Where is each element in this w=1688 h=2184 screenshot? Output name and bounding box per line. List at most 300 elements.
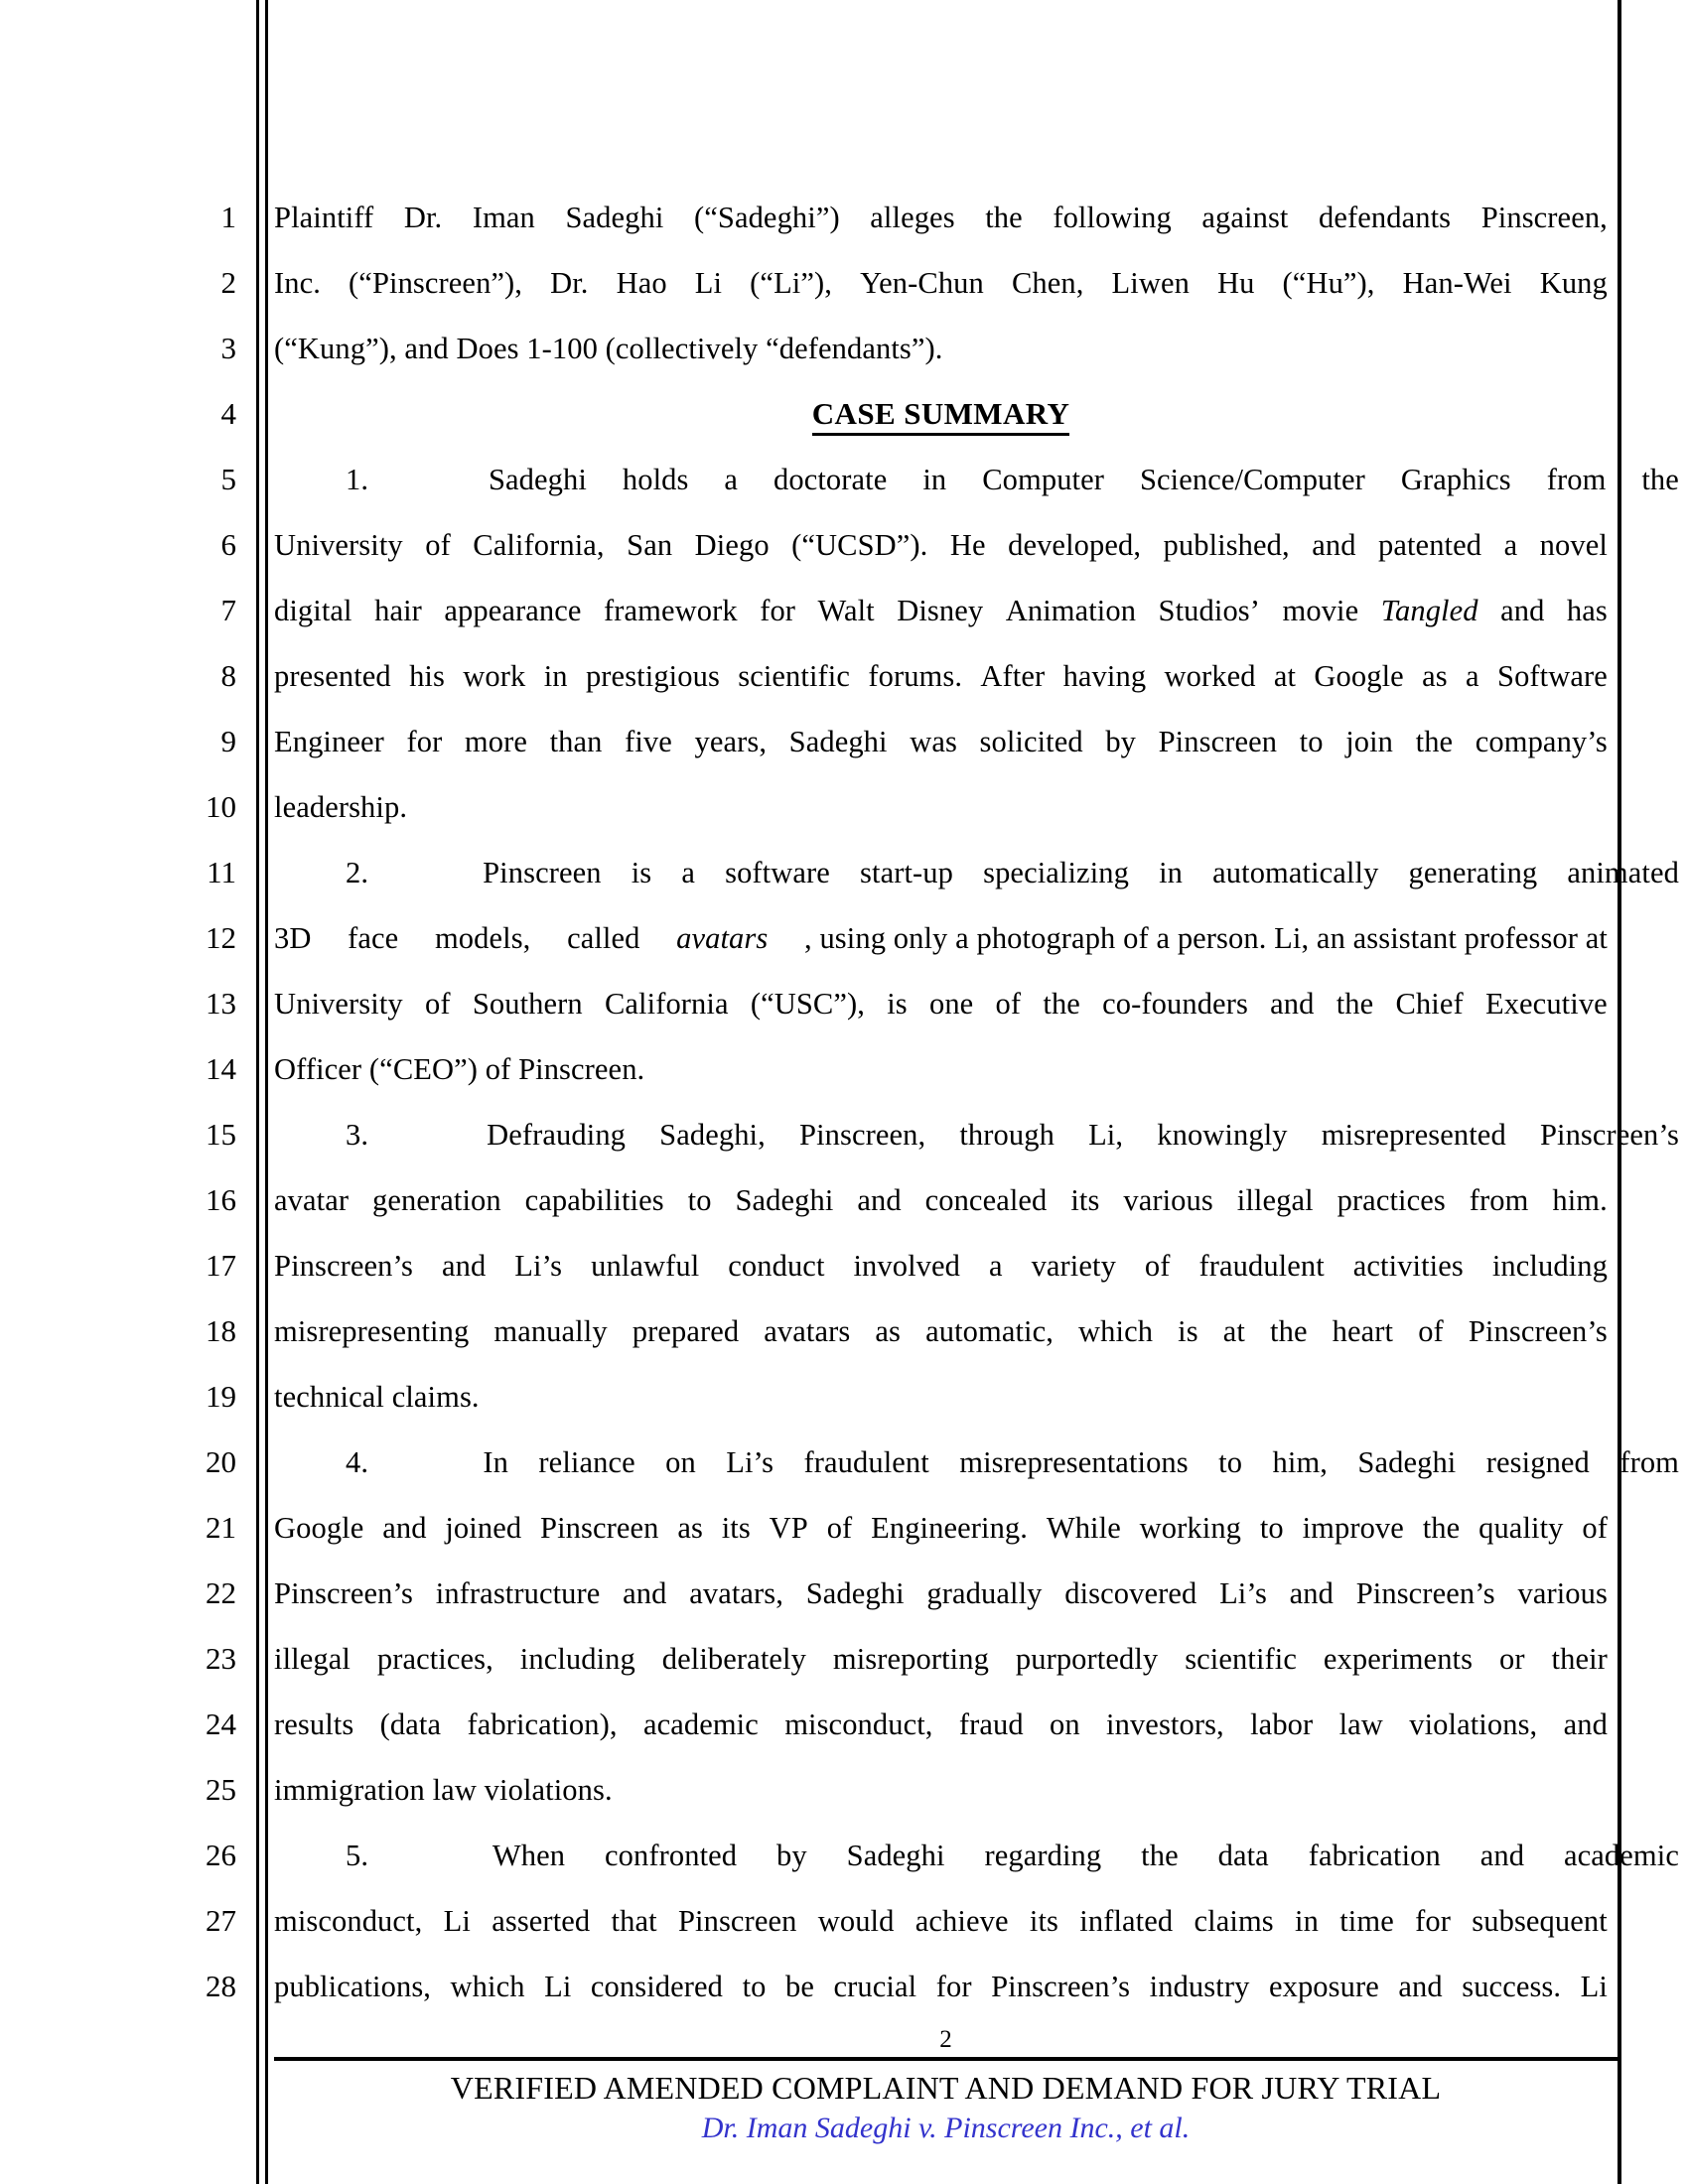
word: its: [721, 1511, 751, 1545]
word: Pinscreen’s: [1355, 1576, 1495, 1610]
word: the: [1415, 725, 1454, 758]
word: time: [1339, 1904, 1394, 1938]
word: at: [1273, 659, 1297, 693]
text-line-16: [274, 1167, 1608, 1233]
word: various: [1123, 1183, 1213, 1217]
word: purportedly: [1015, 1642, 1159, 1676]
line-number: 25: [206, 1772, 236, 1807]
word: quality: [1478, 1511, 1564, 1545]
word: by: [1105, 725, 1137, 758]
word: Li’s: [1219, 1576, 1267, 1610]
word: Chen,: [1011, 266, 1084, 300]
word: Inc.: [274, 266, 321, 300]
word: as: [677, 1511, 703, 1545]
line-number: 19: [206, 1379, 236, 1414]
word: Pinscreen’s: [274, 1249, 414, 1283]
word: the: [1270, 1314, 1308, 1348]
text-line-26: [274, 1823, 1679, 1888]
word: Disney: [897, 594, 984, 627]
text-line-14: Officer (“CEO”) of Pinscreen.: [274, 1052, 645, 1086]
word: Pinscreen: [677, 1904, 797, 1938]
word: Li: [443, 1904, 471, 1938]
word: Computer: [982, 463, 1105, 496]
word: developed,: [1008, 528, 1142, 562]
justified-line: [274, 840, 1679, 905]
word: confronted: [605, 1839, 738, 1872]
line-number: 1: [220, 200, 236, 234]
line-number: 9: [220, 724, 236, 758]
word: is: [1178, 1314, 1198, 1348]
word: gradually: [926, 1576, 1043, 1610]
word: unlawful: [591, 1249, 700, 1283]
text-line-8: [274, 643, 1608, 709]
word: generating: [1408, 856, 1538, 889]
text-line-18: [274, 1298, 1608, 1364]
line-number: 23: [206, 1641, 236, 1676]
word: as: [1422, 659, 1448, 693]
word: its: [1070, 1183, 1100, 1217]
word: Iman: [472, 201, 535, 234]
word: Google: [1314, 659, 1404, 693]
word: Li’s: [726, 1445, 774, 1479]
word: on: [665, 1445, 696, 1479]
word: defendants: [1319, 201, 1452, 234]
line-number: 16: [206, 1182, 236, 1217]
word: Li: [694, 266, 723, 300]
word: company’s: [1475, 725, 1608, 758]
justified-line: [274, 250, 1608, 316]
word: solicited: [979, 725, 1083, 758]
word: a: [724, 463, 739, 496]
word: start-up: [860, 856, 953, 889]
paragraph-number: 1.: [346, 463, 369, 496]
word: for: [760, 594, 796, 627]
word: doctorate: [774, 463, 888, 496]
text-line-19: technical claims.: [274, 1380, 480, 1414]
word: co-founders: [1102, 987, 1248, 1021]
word: which: [450, 1970, 525, 2003]
word: misrepresented: [1321, 1118, 1506, 1152]
word: misrepresenting: [274, 1314, 470, 1348]
word: claims: [1194, 1904, 1274, 1938]
word: a: [681, 856, 695, 889]
word: work: [463, 659, 526, 693]
word: has: [1566, 594, 1608, 627]
word: investors,: [1106, 1707, 1224, 1741]
section-heading-case-summary: [274, 381, 1608, 447]
word: to: [1259, 1511, 1284, 1545]
word: a: [1466, 659, 1479, 693]
word: illegal: [274, 1642, 351, 1676]
word: crucial: [833, 1970, 917, 2003]
line-number: 8: [220, 658, 236, 693]
justified-line: [274, 971, 1608, 1036]
word: Pinscreen,: [1480, 201, 1608, 234]
word: (“UCSD”).: [791, 528, 928, 562]
text-line-2: [274, 250, 1608, 316]
word: in: [1159, 856, 1184, 889]
word: Google: [274, 1511, 364, 1545]
footer-divider: [274, 2057, 1618, 2061]
word: inflated: [1079, 1904, 1174, 1938]
line-number: 4: [220, 396, 236, 431]
word: California: [604, 987, 729, 1021]
text-line-20: [274, 1430, 1679, 1495]
word: from: [1619, 1445, 1679, 1479]
word: for: [1415, 1904, 1451, 1938]
word: including: [1491, 1249, 1608, 1283]
line-number: 3: [220, 331, 236, 365]
word: concealed: [924, 1183, 1048, 1217]
italic-title: avatars: [676, 921, 769, 955]
line-number: 18: [206, 1313, 236, 1348]
left-margin-rule-outer: [256, 0, 259, 2184]
word: heart: [1332, 1314, 1394, 1348]
word: join: [1345, 725, 1394, 758]
word: Li: [1580, 1970, 1608, 2003]
word: generation: [372, 1183, 501, 1217]
word: (“Li”),: [750, 266, 832, 300]
word: on: [1050, 1707, 1080, 1741]
word: infrastructure: [435, 1576, 601, 1610]
word: Graphics: [1400, 463, 1511, 496]
word: California,: [473, 528, 605, 562]
word: illegal: [1236, 1183, 1314, 1217]
word: alleges: [870, 201, 955, 234]
word: exposure: [1268, 1970, 1379, 2003]
page-footer: [274, 2025, 1618, 2148]
text-line-7: [274, 578, 1608, 643]
word: of: [826, 1511, 853, 1545]
word: Diego: [694, 528, 770, 562]
line-number: 6: [220, 527, 236, 562]
word: called: [567, 921, 640, 955]
word: practices,: [376, 1642, 493, 1676]
word: a: [988, 1249, 1003, 1283]
word: following: [1053, 201, 1172, 234]
word: Sadeghi: [1357, 1445, 1457, 1479]
word: from: [1469, 1183, 1529, 1217]
text-line-22: [274, 1561, 1608, 1626]
justified-line: [274, 643, 1608, 709]
word: to: [1299, 725, 1324, 758]
word: industry: [1149, 1970, 1250, 2003]
word: and: [1312, 528, 1356, 562]
line-number: 17: [206, 1248, 236, 1283]
word: Pinscreen: [540, 1511, 659, 1545]
word: years,: [694, 725, 768, 758]
word: resigned: [1485, 1445, 1590, 1479]
word: to: [687, 1183, 712, 1217]
justified-line: [274, 578, 1608, 643]
word: automatic,: [925, 1314, 1054, 1348]
word: When: [492, 1839, 566, 1872]
word: law: [1338, 1707, 1383, 1741]
word: worked: [1164, 659, 1256, 693]
line-number: 21: [206, 1510, 236, 1545]
text-line-15: [274, 1102, 1679, 1167]
word: and: [623, 1576, 667, 1610]
word: appearance: [444, 594, 582, 627]
footer-page-number: 2: [939, 2026, 952, 2053]
word: and: [1563, 1707, 1608, 1741]
word: publications,: [274, 1970, 432, 2003]
word: asserted: [492, 1904, 591, 1938]
word: automatically: [1212, 856, 1379, 889]
word: as: [875, 1314, 902, 1348]
word: is: [887, 987, 908, 1021]
word: novel: [1539, 528, 1608, 562]
word: Software: [1497, 659, 1608, 693]
word: in: [543, 659, 568, 693]
word: which: [1078, 1314, 1154, 1348]
word: to: [742, 1970, 767, 2003]
word: fabrication: [1308, 1839, 1441, 1872]
word: Engineer: [274, 725, 384, 758]
word: fraud: [958, 1707, 1024, 1741]
text-line-10: leadership.: [274, 790, 408, 824]
word: in: [922, 463, 947, 496]
word: achieve: [914, 1904, 1009, 1938]
word: for: [935, 1970, 972, 2003]
word: of: [995, 987, 1022, 1021]
word: the: [1336, 987, 1374, 1021]
line-number: 7: [220, 593, 236, 627]
word: Pinscreen’s: [1539, 1118, 1679, 1152]
justified-line: [274, 1823, 1679, 1888]
word: published,: [1163, 528, 1290, 562]
line-number: 24: [206, 1706, 236, 1741]
word: through: [959, 1118, 1055, 1152]
word: knowingly: [1157, 1118, 1288, 1152]
word: San: [627, 528, 673, 562]
word: joined: [445, 1511, 522, 1545]
word: discovered: [1064, 1576, 1197, 1610]
word: Sadeghi: [735, 1183, 834, 1217]
word: to: [1218, 1445, 1243, 1479]
paragraph-number: 3.: [346, 1118, 369, 1152]
word: of: [425, 528, 451, 562]
word: Yen-Chun: [860, 266, 984, 300]
text-line-24: [274, 1692, 1608, 1757]
word: Li: [544, 1970, 572, 2003]
text-line-1: [274, 185, 1608, 250]
justified-line: [274, 1954, 1608, 2019]
word: (“Pinscreen”),: [349, 266, 523, 300]
word: Pinscreen: [483, 856, 602, 889]
word: working: [1139, 1511, 1242, 1545]
justified-line: [274, 1167, 1608, 1233]
text-line-23: [274, 1626, 1608, 1692]
word: results: [274, 1707, 354, 1741]
word: misconduct,: [784, 1707, 933, 1741]
paragraph-number: 2.: [346, 856, 369, 889]
word: Defrauding: [487, 1118, 627, 1152]
word: Plaintiff: [274, 201, 374, 234]
word: Animation: [1005, 594, 1137, 627]
text-line-17: [274, 1233, 1608, 1298]
text-line-12: [274, 905, 1608, 971]
word: and: [1500, 594, 1545, 627]
word: variety: [1031, 1249, 1116, 1283]
word: , using only a photograph of a person. Li, an assistant professor at: [804, 921, 1608, 955]
paragraph-number: 5.: [346, 1839, 369, 1872]
word: for: [406, 725, 443, 758]
word: (“USC”),: [750, 987, 865, 1021]
word: the: [1141, 1839, 1179, 1872]
line-number: 5: [220, 462, 236, 496]
word: of: [424, 987, 451, 1021]
justified-line: [274, 1430, 1679, 1495]
word: academic: [642, 1707, 759, 1741]
word: Pinscreen’s: [1468, 1314, 1608, 1348]
word: was: [910, 725, 957, 758]
word: University: [274, 987, 403, 1021]
word: Sadeghi: [488, 463, 587, 496]
word: in: [1295, 1904, 1319, 1938]
word: Studios’: [1158, 594, 1261, 627]
text-line-5: [274, 447, 1679, 512]
line-number: 13: [206, 986, 236, 1021]
word: of: [1582, 1511, 1608, 1545]
word: reliance: [538, 1445, 635, 1479]
word: their: [1551, 1642, 1608, 1676]
word: fraudulent: [1198, 1249, 1325, 1283]
text-line-9: [274, 709, 1608, 774]
word: movie: [1282, 594, 1359, 627]
word: Pinscreen: [1158, 725, 1278, 758]
word: Walt: [817, 594, 875, 627]
word: software: [725, 856, 830, 889]
word: framework: [604, 594, 738, 627]
word: Liwen: [1111, 266, 1190, 300]
word: fabrication),: [467, 1707, 618, 1741]
word: Sadeghi: [788, 725, 888, 758]
word: him.: [1552, 1183, 1608, 1217]
word: Pinscreen’s: [991, 1970, 1131, 2003]
word: and: [1398, 1970, 1443, 2003]
word: Sadeghi: [805, 1576, 905, 1610]
word: specializing: [983, 856, 1129, 889]
word: data: [1217, 1839, 1269, 1872]
justified-line: [274, 1888, 1608, 1954]
word: avatar: [274, 1183, 350, 1217]
word: In: [483, 1445, 509, 1479]
word: be: [785, 1970, 815, 2003]
word: and: [857, 1183, 902, 1217]
word: considered: [590, 1970, 724, 2003]
word: practices: [1336, 1183, 1446, 1217]
word: violations,: [1409, 1707, 1538, 1741]
word: is: [631, 856, 652, 889]
italic-title: Tangled: [1380, 594, 1478, 627]
paragraph-number: 4.: [346, 1445, 369, 1479]
word: capabilities: [524, 1183, 664, 1217]
word: more: [464, 725, 527, 758]
word: Hu: [1217, 266, 1255, 300]
word: animated: [1567, 856, 1679, 889]
justified-line: [274, 512, 1608, 578]
word: Dr.: [550, 266, 589, 300]
word: success.: [1462, 1970, 1562, 2003]
word: Executive: [1484, 987, 1608, 1021]
word: him,: [1272, 1445, 1328, 1479]
line-number: 2: [220, 265, 236, 300]
justified-line: [274, 709, 1608, 774]
word: the: [985, 201, 1023, 234]
line-number: 10: [206, 789, 236, 824]
word: of: [1144, 1249, 1171, 1283]
word: Han-Wei: [1402, 266, 1512, 300]
line-number: 28: [206, 1969, 236, 2003]
word: and: [1479, 1839, 1525, 1872]
word: Southern: [472, 987, 583, 1021]
line-number-gutter: [0, 0, 248, 2184]
word: and: [382, 1511, 427, 1545]
justified-line: [274, 1692, 1608, 1757]
word: Li,: [1088, 1118, 1124, 1152]
word: Sadeghi: [565, 201, 664, 234]
word: While: [1046, 1511, 1121, 1545]
word: He: [949, 528, 986, 562]
word: Kung: [1539, 266, 1608, 300]
word: and: [1289, 1576, 1334, 1610]
line-number: 20: [206, 1444, 236, 1479]
justified-line: [274, 1102, 1679, 1167]
word: Sadeghi,: [659, 1118, 766, 1152]
justified-line: [274, 1626, 1608, 1692]
word: misrepresentations: [959, 1445, 1189, 1479]
word: face: [348, 921, 399, 955]
text-line-6: [274, 512, 1608, 578]
word: regarding: [984, 1839, 1102, 1872]
justified-line: [274, 1233, 1608, 1298]
text-line-3: (“Kung”), and Does 1-100 (collectively “defendants”).: [274, 332, 943, 365]
word: Sadeghi: [846, 1839, 945, 1872]
word: misconduct,: [274, 1904, 423, 1938]
word: Li’s: [514, 1249, 563, 1283]
word: activities: [1352, 1249, 1464, 1283]
word: the: [1641, 463, 1679, 496]
justified-line: [274, 1561, 1608, 1626]
word: would: [817, 1904, 895, 1938]
word: that: [611, 1904, 657, 1938]
text-line-11: [274, 840, 1679, 905]
word: Pinscreen’s: [274, 1576, 414, 1610]
line-number: 26: [206, 1838, 236, 1872]
word: models,: [434, 921, 531, 955]
word: digital: [274, 594, 352, 627]
word: University: [274, 528, 403, 562]
word: experiments: [1323, 1642, 1474, 1676]
word: (“Sadeghi”): [693, 201, 840, 234]
word: scientific: [1185, 1642, 1297, 1676]
word: hair: [374, 594, 422, 627]
justified-line: [274, 905, 1608, 971]
word: patented: [1378, 528, 1482, 562]
word: avatars: [764, 1314, 851, 1348]
word: than: [549, 725, 603, 758]
word: forums.: [868, 659, 963, 693]
footer-case-caption: Dr. Iman Sadeghi v. Pinscreen Inc., et al.: [701, 2112, 1191, 2144]
body-text-column: [274, 185, 1679, 2019]
word: including: [519, 1642, 635, 1676]
word: presented: [274, 659, 391, 693]
word: Chief: [1395, 987, 1464, 1021]
word: against: [1201, 201, 1289, 234]
word: manually: [493, 1314, 608, 1348]
word: deliberately: [661, 1642, 806, 1676]
